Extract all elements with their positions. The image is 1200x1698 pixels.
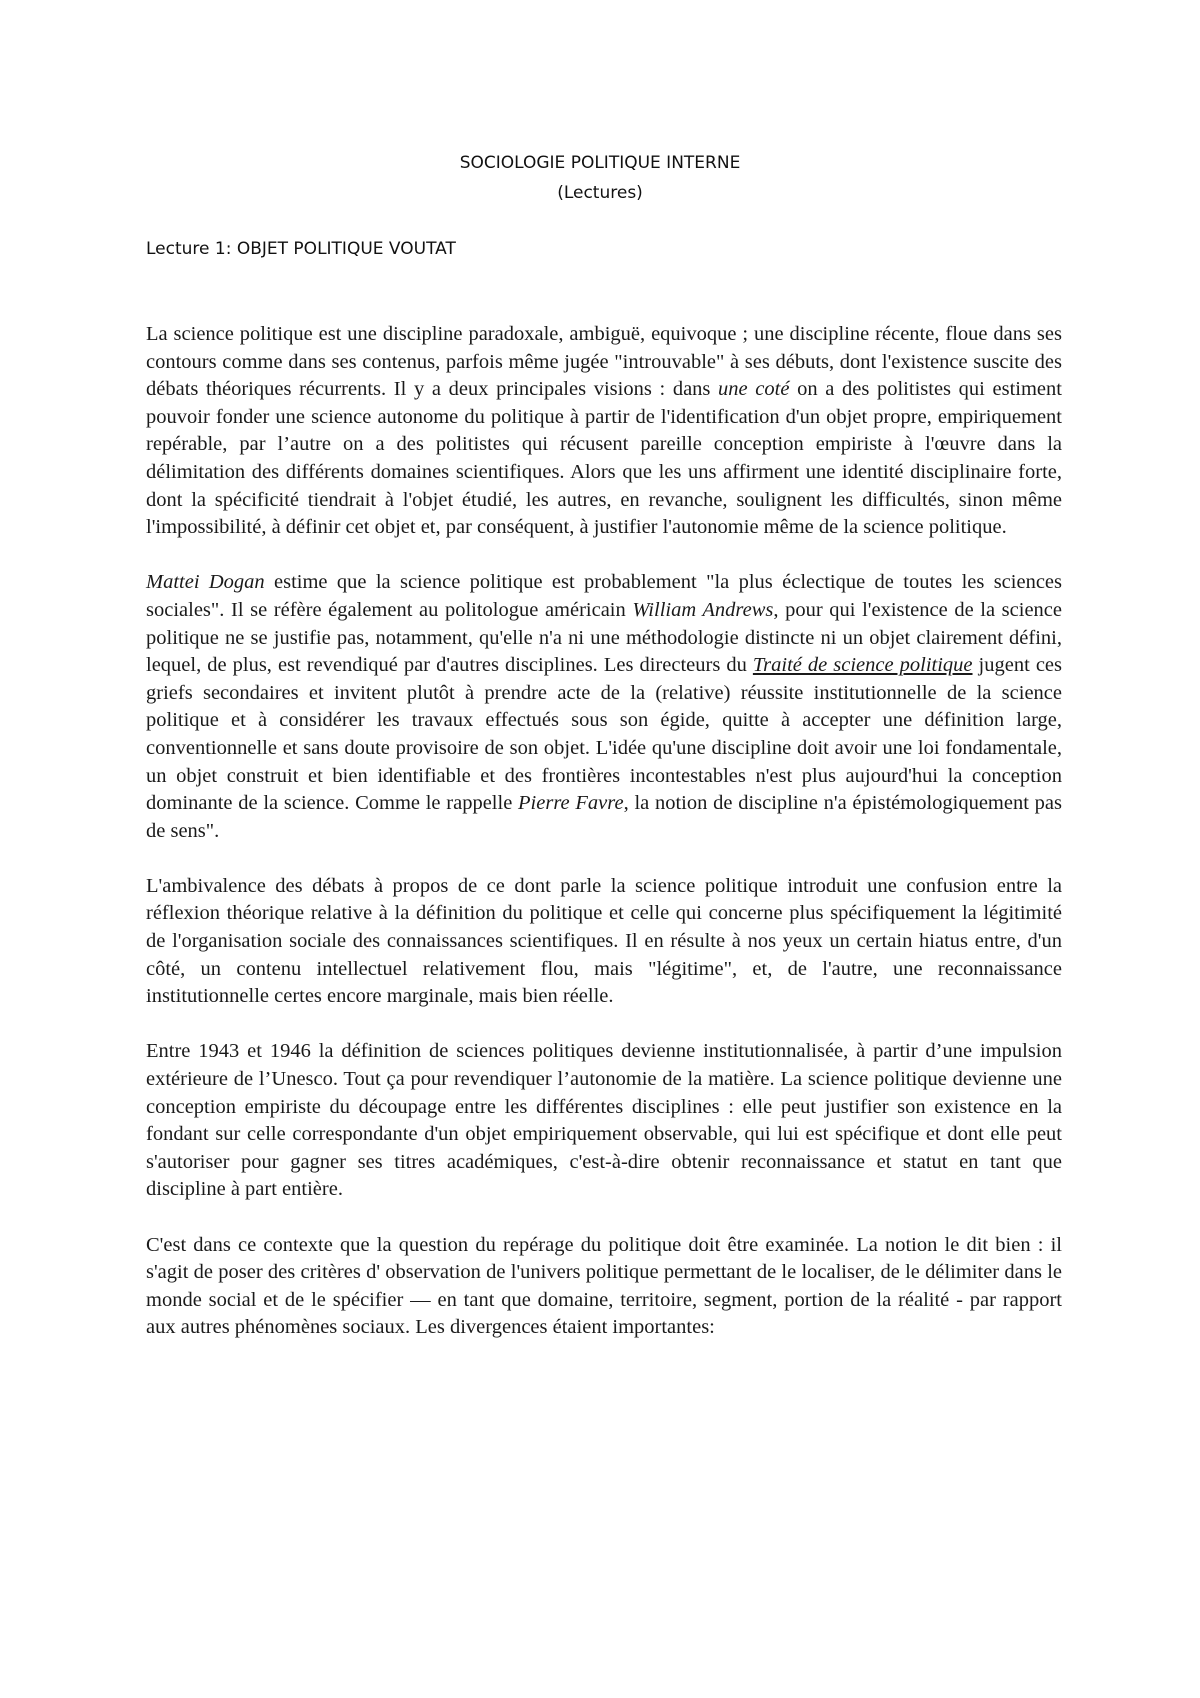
book-title-traite: Traité de science politique [752,654,973,677]
text-segment: L'ambivalence des débats à propos de ce dont parle la science politique introduit une confusion entre la réflexion théorique relative à la définition du politique et celle qui concerne plus spécifiquement la légitimité de l'organisation sociale des connaissances scientifiques. Il en résulte à nos yeux un certain hiatus entre, d'un côté, un contenu intellectuel relativement flou, mais "légitime", et, de l'autre, une reconnaissance institutionnelle certes encore marginale, mais bien réelle. [146,874,1062,1008]
lecture-heading: Lecture 1: OBJET POLITIQUE VOUTAT [146,239,456,259]
document-title-block [0,148,1200,208]
document-body [146,321,1062,1370]
author-name-favre: Pierre Favre [518,792,624,815]
paragraph-4 [146,1038,1062,1204]
text-segment: estime que la science politique est probablement "la plus éclectique de toutes les sciences sociales". Il se réfère également au politologue américain [146,571,1062,621]
text-segment: jugent ces griefs secondaires et invitent plutôt à prendre acte de la (relative) réussite institutionnelle de la science politique et à considérer les travaux effectués sous son égide, quitte à accepter une définition large, conventionnelle et sans doute provisoire de son objet. L'idée qu'une discipline doit avoir une loi fondamentale, un objet construit et bien identifiable et des frontières incontestables n'est plus aujourd'hui la conception dominante de la science. Comme le rappelle [146,654,1062,815]
paragraph-5 [146,1232,1062,1342]
text-segment: La science politique est une discipline paradoxale, ambiguë, equivoque ; une discipline récente, floue dans ses contours comme dans ses contenus, parfois même jugée "introuvable" à ses débuts, dont l'existence suscite des débats théoriques récurrents. Il y a deux principales visions : dans [146,323,1062,401]
document-title: SOCIOLOGIE POLITIQUE INTERNE [459,153,741,173]
author-name-andrews: William Andrews [632,598,774,621]
text-segment: , pour qui l'existence de la science politique ne se justifie pas, notamment, qu'elle n'a ni une méthodologie distincte ni un objet clairement défini, lequel, de plus, est revendiqué par d'autres disciplines. Les directeurs du [146,598,1063,677]
paragraph-2 [146,569,1062,845]
text-segment: C'est dans ce contexte que la question du repérage du politique doit être examinée. La notion le dit bien : il s'agit de poser des critères d' observation de l'univers politique permettant de le localiser, de le délimiter dans le monde social et de le spécifier — en tant que domaine, territoire, segment, portion de la réalité - par rapport aux autres phénomènes sociaux. Les divergences étaient importantes: [146,1233,1062,1339]
paragraph-3 [146,873,1062,1011]
text-segment: , la notion de discipline n'a épistémologiquement pas de sens". [146,792,1062,842]
author-name-dogan: Mattei Dogan [146,571,265,594]
text-segment: on a des politistes qui estiment pouvoir fonder une science autonome du politique à partir de l'identification d'un objet propre, empiriquement repérable, par l’autre on a des politistes qui récusent pareille conception empiriste à l'œuvre dans la délimitation des différents domaines scientifiques. Alors que les uns affirment une identité disciplinaire forte, dont la spécificité tiendrait à l'objet étudié, les autres, en revanche, soulignent les difficultés, sinon même l'impossibilité, à définir cet objet et, par conséquent, à justifier l'autonomie même de la science politique. [146,378,1062,539]
italic-phrase: une coté [718,378,790,401]
text-segment: Entre 1943 et 1946 la définition de sciences politiques devienne institutionnalisée, à partir d’une impulsion extérieure de l’Unesco. Tout ça pour revendiquer l’autonomie de la matière. La science politique devienne une conception empiriste du découpage entre les différentes disciplines : elle peut justifier son existence en la fondant sur celle correspondante d'un objet empiriquement observable, qui lui est spécifique et dont elle peut s'autoriser pour gagner ses titres académiques, c'est-à-dire obtenir reconnaissance et statut en tant que discipline à part entière. [146,1040,1062,1201]
paragraph-1 [146,321,1062,542]
document-subtitle: (Lectures) [557,183,643,203]
